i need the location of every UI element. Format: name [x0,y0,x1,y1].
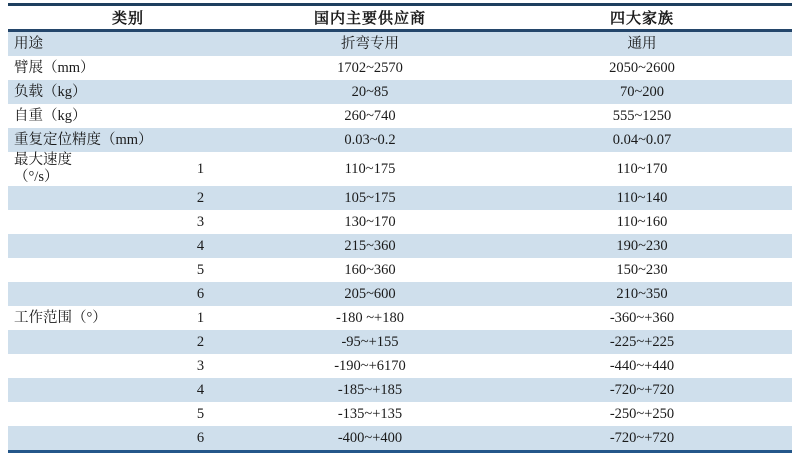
table-row [8,330,792,354]
big-four-value-cell: -440~+440 [609,357,675,374]
big-four-value-cell: -225~+225 [609,333,675,350]
big-four-value-cell: -720~+720 [609,429,675,446]
big-four-value-cell: 190~230 [616,237,668,254]
category-cell: 重复定位精度（mm） [14,131,153,148]
big-four-value-cell: -720~+720 [609,381,675,398]
joint-number-cell: 6 [196,429,205,446]
big-four-value-cell: 210~350 [616,285,668,302]
big-four-value-cell: 110~170 [616,160,668,177]
category-cell: 负载（kg） [14,83,87,100]
table-row [8,258,792,282]
big-four-value-cell: 2050~2600 [609,59,675,76]
domestic-value-cell: -185~+185 [337,381,403,398]
category-cell: 用途 [14,35,43,52]
joint-number-cell: 4 [196,381,205,398]
joint-number-cell: 2 [196,333,205,350]
table-row [8,354,792,378]
domestic-value-cell: -190~+6170 [334,357,406,374]
domestic-value-cell: -95~+155 [341,333,399,350]
domestic-value-cell: 1702~2570 [337,59,403,76]
table-row [8,56,792,80]
table-row [8,152,792,186]
domestic-value-cell: 110~175 [344,160,396,177]
domestic-value-cell: 20~85 [351,83,389,100]
big-four-value-cell: 110~160 [616,213,668,230]
table-row [8,128,792,152]
big-four-value-cell: 0.04~0.07 [612,131,672,148]
category-cell: 臂展（mm） [14,59,95,76]
header-big-four: 四大家族 [609,11,674,27]
table-row [8,210,792,234]
table-row [8,426,792,450]
joint-number-cell: 2 [196,189,205,206]
table-row [8,104,792,128]
joint-number-cell: 5 [196,261,205,278]
joint-number-cell: 3 [196,213,205,230]
joint-number-cell: 6 [196,285,205,302]
table-row [8,80,792,104]
domestic-value-cell: 205~600 [344,285,396,302]
table-row [8,234,792,258]
robot-spec-comparison-table [8,3,792,453]
big-four-value-cell: -250~+250 [609,405,675,422]
table-row [8,378,792,402]
big-four-value-cell: 110~140 [616,189,668,206]
joint-number-cell: 5 [196,405,205,422]
domestic-value-cell: 160~360 [344,261,396,278]
table-header-row [8,6,792,32]
domestic-value-cell: 260~740 [344,107,396,124]
domestic-value-cell: 0.03~0.2 [344,131,396,148]
table-row [8,282,792,306]
domestic-value-cell: 105~175 [344,189,396,206]
table-body [8,32,792,450]
header-domestic-suppliers: 国内主要供应商 [313,11,426,27]
big-four-value-cell: 70~200 [619,83,665,100]
category-cell: 最大速度 （°/s） [14,152,72,185]
domestic-value-cell: -180 ~+180 [336,309,404,326]
domestic-value-cell: -135~+135 [337,405,403,422]
big-four-value-cell: 555~1250 [612,107,672,124]
joint-number-cell: 4 [196,237,205,254]
joint-number-cell: 1 [196,309,205,326]
table-row [8,306,792,330]
table-row [8,402,792,426]
table-row [8,186,792,210]
domestic-value-cell: -400~+400 [337,429,403,446]
big-four-value-cell: 通用 [627,35,657,52]
joint-number-cell: 1 [196,160,205,177]
joint-number-cell: 3 [196,357,205,374]
big-four-value-cell: -360~+360 [609,309,675,326]
domestic-value-cell: 130~170 [344,213,396,230]
header-category: 类别 [111,11,144,27]
table-row [8,32,792,56]
big-four-value-cell: 150~230 [616,261,668,278]
category-cell: 自重（kg） [14,107,87,124]
domestic-value-cell: 折弯专用 [341,35,399,52]
category-cell: 工作范围（°） [14,309,107,326]
domestic-value-cell: 215~360 [344,237,396,254]
